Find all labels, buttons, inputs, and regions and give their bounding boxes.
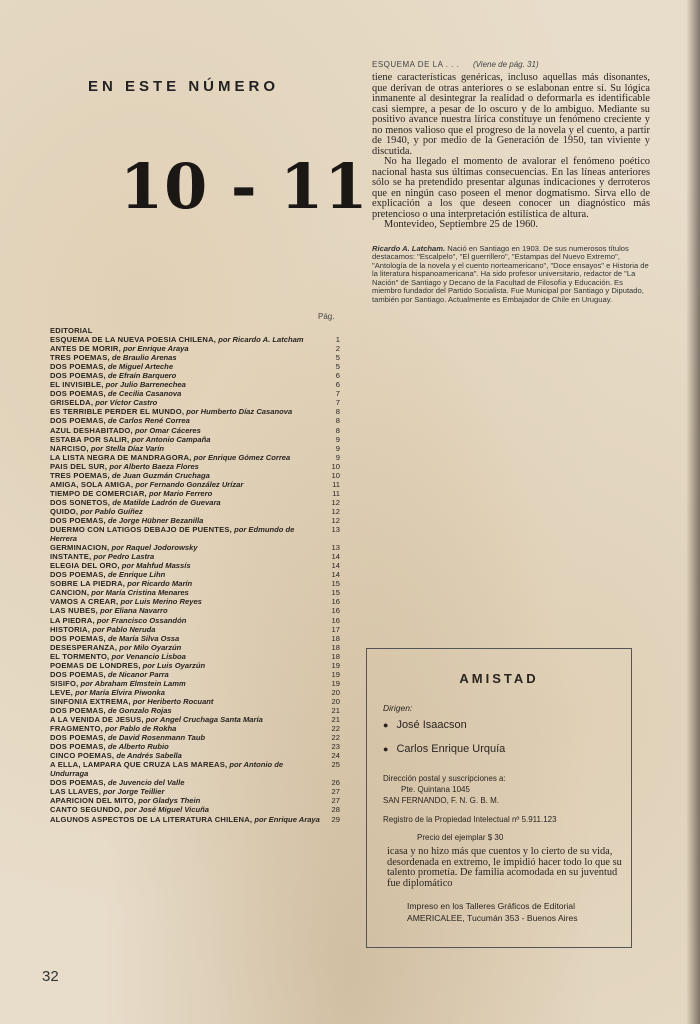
toc-entry: [50, 787, 340, 796]
toc-entry: [50, 679, 340, 688]
toc-title: DOS POEMAS,: [50, 570, 106, 580]
toc-title: TRES POEMAS,: [50, 353, 110, 363]
toc-author: de Gonzalo Rojas: [107, 705, 172, 715]
toc-entry: [50, 670, 340, 679]
toc-entry: [50, 597, 340, 606]
bio-name: Ricardo A. Latcham.: [372, 243, 446, 253]
toc-author: por Venancio Lisboa: [111, 651, 186, 661]
toc-page: 19: [331, 678, 340, 688]
toc-page: 6: [335, 371, 340, 381]
author-bio: [372, 245, 650, 305]
toc-entry: [50, 634, 340, 643]
toc-title: LAS NUBES,: [50, 606, 98, 616]
toc-title: A ELLA, LAMPARA QUE CRUZA LAS MAREAS,: [50, 760, 228, 770]
toc-author: de Enrique Lihn: [107, 570, 166, 580]
toc-title: FRAGMENTO,: [50, 724, 103, 734]
director-entry: [383, 743, 505, 755]
director-name: José Isaacson: [396, 719, 467, 731]
toc-title: CANTO SEGUNDO,: [50, 805, 123, 815]
toc-author: por Julio Barrenechea: [105, 380, 186, 390]
toc-title: DOS POEMAS,: [50, 515, 106, 525]
toc-author: de Juan Guzmán Cruchaga: [111, 470, 210, 480]
toc-page: 1: [335, 335, 340, 345]
toc-author: de Nicanor Parra: [107, 669, 169, 679]
toc-page: 5: [335, 353, 340, 363]
toc-page: 10: [331, 470, 340, 480]
toc-author: de Jorge Hübner Bezanilla: [107, 515, 204, 525]
toc-title: AZUL DESHABITADO,: [50, 425, 133, 435]
issue-price: Precio del ejemplar $ 30: [417, 833, 504, 842]
toc-title: NARCISO,: [50, 443, 89, 453]
essay-paragraph: tiene características genéricas, incluso aquellas más disonantes, que derivan de otras anteriores o se eslabonan entre sí. Su lógica inmanente al desintegrar la realidad o deformarla es identificable casi siempre, a pesar de lo oscuro y de lo ambiguo. Mediante su positivo avance nuestra lírica constituye un fenómeno creciente y no menos valioso que el progreso de la novela y el cuento, a partir de 1940, y por medio de la Generación de 1950, tan viviente y discutida.: [372, 72, 650, 157]
toc-title: SOBRE LA PIEDRA,: [50, 579, 126, 589]
toc-page: 26: [331, 778, 340, 788]
toc-author: por Víctor Castro: [95, 398, 158, 408]
toc-author: por Heriberto Rocuant: [132, 696, 214, 706]
toc-page: 9: [335, 452, 340, 462]
toc-author: por Edmundo de Herrera: [50, 525, 295, 544]
toc-title: ES TERRIBLE PERDER EL MUNDO,: [50, 407, 185, 417]
toc-author: de Juvencio del Valle: [107, 778, 185, 788]
toc-page: 18: [331, 651, 340, 661]
toc-entry: [50, 489, 340, 498]
toc-entry: [50, 661, 340, 670]
bullet-icon: ●: [383, 720, 389, 730]
toc-entry: [50, 643, 340, 652]
toc-author: por Francisco Ossandón: [96, 615, 187, 625]
toc-title: DOS POEMAS,: [50, 362, 106, 372]
toc-entry: [50, 498, 340, 507]
toc-page: 16: [331, 615, 340, 625]
toc-page: 27: [331, 787, 340, 797]
toc-page: 21: [331, 715, 340, 725]
toc-author: de Andrés Sabella: [116, 751, 182, 761]
toc-title: APARICION DEL MITO,: [50, 796, 137, 806]
toc-page: 21: [331, 705, 340, 715]
toc-author: de Cecilia Casanova: [107, 389, 182, 399]
toc-page: 15: [331, 579, 340, 589]
toc-author: de María Silva Ossa: [107, 633, 180, 643]
toc-author: por Abraham Elmstein Lamm: [80, 678, 186, 688]
toc-author: por Pablo Neruda: [92, 624, 156, 634]
essay-signoff: Montevideo, Septiembre 25 de 1960.: [384, 219, 539, 230]
toc-entry: [50, 380, 340, 389]
toc-entry: [50, 561, 340, 570]
continuation-note: (Viene de pág. 31): [472, 60, 539, 69]
essay-column: [372, 60, 650, 305]
toc-title: GRISELDA,: [50, 398, 94, 408]
page-edge-shadow: [686, 0, 700, 1024]
director-name: Carlos Enrique Urquía: [396, 743, 506, 755]
toc-title: ALGUNOS ASPECTOS DE LA LITERATURA CHILENA,: [50, 814, 253, 824]
toc-entry: [50, 371, 340, 380]
postal-address: [383, 773, 623, 806]
toc-author: por Jorge Teillier: [103, 787, 165, 797]
in-this-issue-heading: EN ESTE NÚMERO: [88, 78, 280, 95]
toc-page: 20: [331, 696, 340, 706]
toc-title: TRES POEMAS,: [50, 470, 110, 480]
toc-entry: [50, 652, 340, 661]
toc-entry: [50, 389, 340, 398]
toc-entry: [50, 398, 340, 407]
toc-title: LA LISTA NEGRA DE MANDRAGORA,: [50, 452, 192, 462]
toc-page: 2: [335, 344, 340, 354]
toc-title: PAIS DEL SUR,: [50, 461, 108, 471]
toc-page: 13: [331, 543, 340, 553]
toc-author: por María Cristina Menares: [91, 588, 189, 598]
toc-page: 5: [335, 362, 340, 372]
address-line: SAN FERNANDO, F. N. G. B. M.: [383, 796, 500, 805]
toc-title: DOS POEMAS,: [50, 389, 106, 399]
toc-page: 23: [331, 742, 340, 752]
toc-title: SINFONIA EXTREMA,: [50, 696, 131, 706]
toc-title: ANTES DE MORIR,: [50, 344, 121, 354]
toc-entry: [50, 579, 340, 588]
toc-title: ESQUEMA DE LA NUEVA POESIA CHILENA,: [50, 335, 217, 345]
masthead-box: [366, 648, 632, 948]
toc-entry: [50, 733, 340, 742]
toc-title: CANCION,: [50, 588, 90, 598]
toc-page: 17: [331, 624, 340, 634]
toc-page: 7: [335, 398, 340, 408]
toc-page: 22: [331, 733, 340, 743]
directors-label: Dirigen:: [383, 703, 413, 713]
toc-page: 11: [332, 488, 340, 498]
toc-author: de Braulio Arenas: [111, 353, 177, 363]
toc-entry: [50, 778, 340, 787]
toc-title: QUIDO,: [50, 506, 79, 516]
toc-entry: [50, 606, 340, 615]
toc-title: DOS POEMAS,: [50, 371, 106, 381]
toc-title: DOS POEMAS,: [50, 633, 106, 643]
toc-author: por Eliana Navarro: [100, 606, 168, 616]
toc-entry: [50, 625, 340, 634]
toc-title: DUERMO CON LATIGOS DEBAJO DE PUENTES,: [50, 525, 232, 535]
toc-author: de Carlos René Correa: [107, 416, 190, 426]
toc-page: 13: [331, 525, 340, 535]
toc-entry: [50, 426, 340, 435]
page-number: 32: [42, 968, 59, 985]
toc-author: por María Elvira Piwonka: [75, 687, 165, 697]
toc-title: VAMOS A CREAR,: [50, 597, 119, 607]
toc-title: DOS POEMAS,: [50, 733, 106, 743]
printer-line: Impreso en los Talleres Gráficos de Editorial: [407, 901, 575, 911]
toc-entry: [50, 570, 340, 579]
toc-entry: [50, 751, 340, 760]
toc-entry: [50, 796, 340, 805]
bleed-through-text: icasa y no hizo más que cuentos y lo cierto de su vida, desordenada en extremo, le impidió hacer todo lo que su talento prometía. De familia acomodada en su juventud fue diplomático: [387, 846, 622, 889]
bullet-icon: ●: [383, 744, 389, 754]
toc-title: TIEMPO DE COMERCIAR,: [50, 488, 147, 498]
toc-page: 24: [331, 751, 340, 761]
toc-page: 15: [331, 588, 340, 598]
toc-entry: [50, 742, 340, 751]
toc-page: 29: [331, 814, 340, 824]
toc-entry: [50, 616, 340, 625]
toc-page: 12: [331, 497, 340, 507]
table-of-contents: [50, 326, 340, 824]
toc-entry: [50, 407, 340, 416]
toc-entry: [50, 507, 340, 516]
toc-title: LAS LLAVES,: [50, 787, 101, 797]
toc-title: POEMAS DE LONDRES,: [50, 660, 141, 670]
printer-line: AMERICALEE, Tucumán 353 - Buenos Aires: [407, 912, 578, 923]
toc-title: EL TORMENTO,: [50, 651, 110, 661]
toc-author: por Luis Merino Reyes: [120, 597, 202, 607]
toc-entry: [50, 344, 340, 353]
toc-author: por Gladys Thein: [138, 796, 201, 806]
toc-page: 8: [335, 416, 340, 426]
toc-author: por Mahfud Massís: [121, 561, 191, 571]
continuation-title: ESQUEMA DE LA . . .: [372, 60, 460, 69]
toc-entry: [50, 516, 340, 525]
toc-page: 16: [331, 606, 340, 616]
toc-author: por Pablo Guíñez: [80, 506, 143, 516]
toc-entry: [50, 416, 340, 425]
toc-author: por Antonio Campaña: [131, 434, 211, 444]
issue-number: 10 - 11: [120, 150, 369, 223]
toc-page: 9: [335, 443, 340, 453]
toc-author: por Ricardo Marín: [127, 579, 193, 589]
toc-page: 12: [331, 515, 340, 525]
toc-page: 14: [331, 561, 340, 571]
toc-page: 12: [331, 506, 340, 516]
toc-page: 20: [331, 687, 340, 697]
toc-entry: [50, 724, 340, 733]
toc-title: EL INVISIBLE,: [50, 380, 104, 390]
copyright-registry: Registro de la Propiedad Intelectual nº 5.911.123: [383, 815, 557, 824]
toc-title: ELEGIA DEL ORO,: [50, 561, 120, 571]
toc-author: de David Rosenmann Taub: [107, 733, 206, 743]
toc-title: DOS POEMAS,: [50, 705, 106, 715]
toc-author: por Angel Cruchaga Santa María: [145, 715, 263, 725]
toc-entry: [50, 335, 340, 344]
toc-entry: [50, 362, 340, 371]
toc-page: 14: [331, 570, 340, 580]
toc-title: INSTANTE,: [50, 552, 92, 562]
toc-author: por Raquel Jodorowsky: [111, 543, 198, 553]
toc-title: AMIGA, SOLA AMIGA,: [50, 479, 134, 489]
toc-author: por Luis Oyarzún: [142, 660, 206, 670]
toc-page: 25: [331, 760, 340, 770]
toc-page: 19: [331, 660, 340, 670]
toc-page: 27: [331, 796, 340, 806]
toc-entry: [50, 525, 340, 543]
toc-title: HISTORIA,: [50, 624, 91, 634]
toc-author: por Mario Ferrero: [148, 488, 213, 498]
toc-author: por Fernando González Urízar: [135, 479, 244, 489]
toc-entry: [50, 697, 340, 706]
toc-title: DOS POEMAS,: [50, 742, 106, 752]
toc-title: DOS POEMAS,: [50, 778, 106, 788]
toc-entry: [50, 462, 340, 471]
toc-page: 28: [331, 805, 340, 815]
toc-entry: [50, 326, 340, 335]
toc-title: DOS SONETOS,: [50, 497, 111, 507]
toc-page: 10: [331, 461, 340, 471]
toc-entry: [50, 480, 340, 489]
toc-title: A LA VENIDA DE JESUS,: [50, 715, 144, 725]
toc-entry: [50, 453, 340, 462]
toc-page: 8: [335, 425, 340, 435]
toc-author: por Milo Oyarzún: [119, 642, 182, 652]
toc-entry: [50, 715, 340, 724]
address-line: Pte. Quintana 1045: [401, 785, 470, 794]
toc-page: 14: [331, 552, 340, 562]
toc-title: LA PIEDRA,: [50, 615, 95, 625]
toc-page: 8: [335, 407, 340, 417]
printer-info: [407, 901, 578, 924]
toc-title: GERMINACION,: [50, 543, 110, 553]
toc-author: por Alberto Baeza Flores: [109, 461, 199, 471]
toc-author: por José Miguel Vicuña: [124, 805, 209, 815]
toc-entry: [50, 815, 340, 824]
toc-entry: [50, 353, 340, 362]
toc-page: 22: [331, 724, 340, 734]
toc-author: por Pablo de Rokha: [105, 724, 177, 734]
bio-text: Nació en Santiago en 1903. De sus numerosos títulos destacamos: "Escalpelo", "El guerrillero", "Estampas del Nuevo Extremo", "Antología de la novela y el cuento norteamericano", "Doce ensayos" e Historia de la literatura hispanoamericana". Ha sido profesor universitario, redactor de "La Nación" de Santiago y Decano de la Facultad de Filosofía y Educación. Es miembro fundador del Partido Socialista. Fue Municipal por Santiago y Diputado, también por Santiago. Actualmente es Embajador de Chile en Uruguay.: [372, 243, 649, 305]
toc-page: 19: [331, 669, 340, 679]
address-label: Dirección postal y suscripciones a:: [383, 774, 506, 783]
page-column-label: Pág.: [318, 312, 335, 321]
toc-entry: [50, 435, 340, 444]
director-entry: [383, 719, 467, 731]
toc-author: de Miguel Arteche: [107, 362, 174, 372]
toc-title: CINCO POEMAS,: [50, 751, 115, 761]
toc-entry: [50, 760, 340, 778]
toc-title: DOS POEMAS,: [50, 416, 106, 426]
toc-author: de Alberto Rubio: [107, 742, 169, 752]
toc-title: LEVE,: [50, 687, 73, 697]
toc-author: por Omar Cáceres: [134, 425, 201, 435]
toc-title: DESESPERANZA,: [50, 642, 118, 652]
essay-paragraph: No ha llegado el momento de avalorar el fenómeno poético nacional hasta sus últimas consecuencias. En las líneas anteriores sólo se ha pretendido presentar algunas indicaciones y derroteros que en ningún caso poseen el menor dogmatismo. Sirva ello de explicación a los que deseen conocer un diagnóstico más pretencioso o una interpretación estilística de altura.: [372, 156, 650, 220]
toc-author: por Enrique Araya: [254, 814, 320, 824]
masthead-title: AMISTAD: [459, 671, 539, 686]
toc-title: DOS POEMAS,: [50, 669, 106, 679]
toc-author: de Efraín Barquero: [107, 371, 177, 381]
toc-entry: [50, 706, 340, 715]
toc-page: 11: [332, 479, 340, 489]
toc-author: por Humberto Díaz Casanova: [186, 407, 293, 417]
toc-title: ESTABA POR SALIR,: [50, 434, 130, 444]
toc-page: 6: [335, 380, 340, 390]
toc-author: por Enrique Araya: [123, 344, 189, 354]
toc-author: por Stella Díaz Varín: [90, 443, 165, 453]
toc-author: por Ricardo A. Latcham: [218, 335, 304, 345]
toc-entry: [50, 688, 340, 697]
toc-author: por Pedro Lastra: [93, 552, 155, 562]
toc-entry: [50, 444, 340, 453]
toc-entry: [50, 805, 340, 814]
toc-author: por Enrique Gómez Correa: [193, 452, 291, 462]
toc-title: EDITORIAL: [50, 326, 93, 335]
toc-page: 18: [331, 633, 340, 643]
toc-author: por Antonio de Undurraga: [50, 760, 284, 779]
toc-entry: [50, 588, 340, 597]
toc-page: 9: [335, 434, 340, 444]
toc-entry: [50, 543, 340, 552]
toc-author: de Matilde Ladrón de Guevara: [112, 497, 221, 507]
toc-page: 7: [335, 389, 340, 399]
toc-entry: [50, 471, 340, 480]
toc-page: 18: [331, 642, 340, 652]
essay-text: [372, 73, 650, 231]
toc-title: SISIFO,: [50, 678, 79, 688]
toc-page: 16: [331, 597, 340, 607]
continuation-header: [372, 60, 650, 69]
toc-entry: [50, 552, 340, 561]
